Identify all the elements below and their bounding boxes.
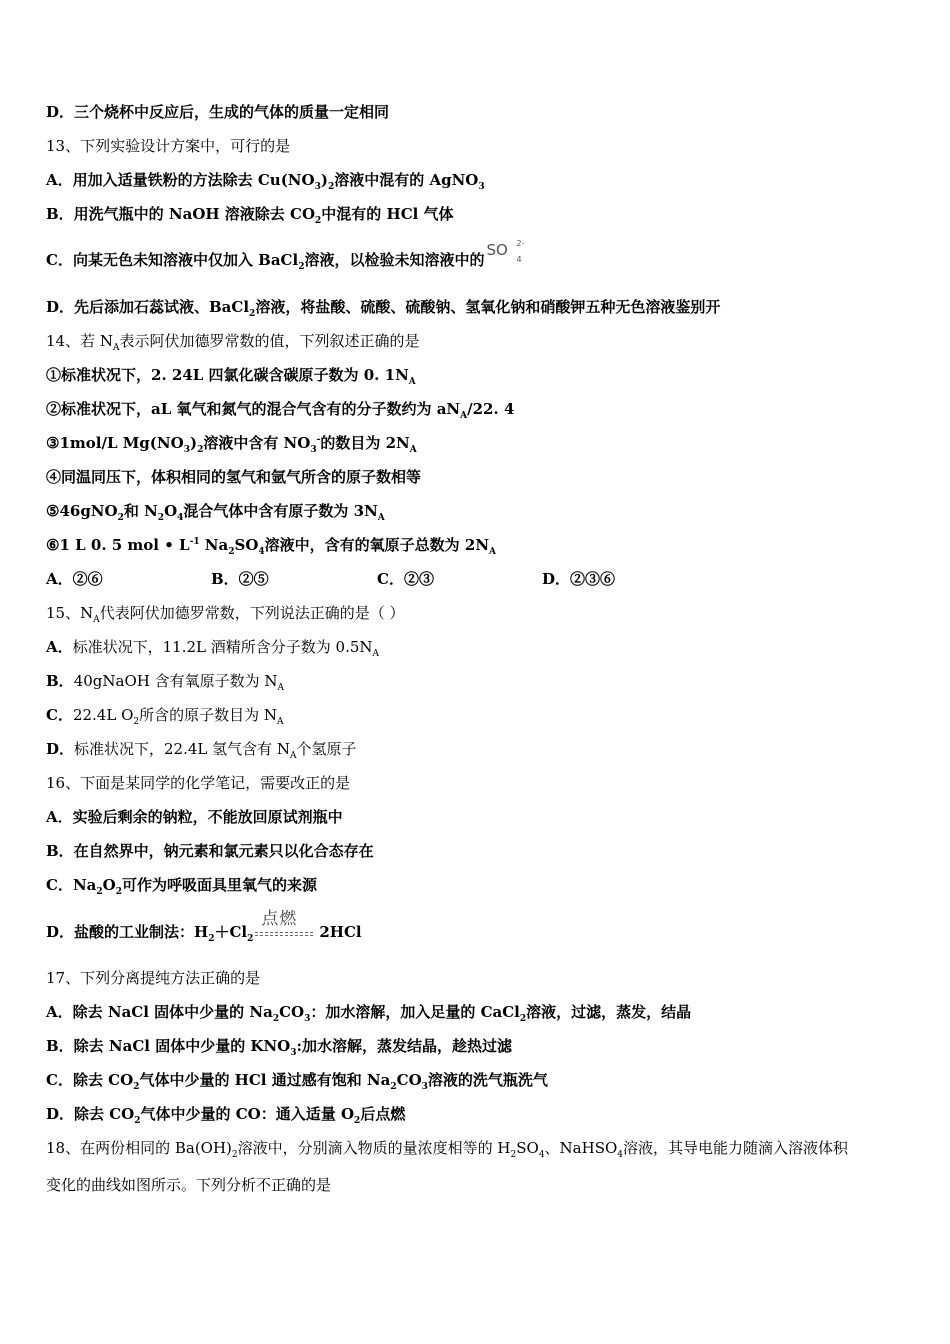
q14-statement-2: ②标准状况下，aL 氧气和氮气的混合气含有的分子数约为 $aN_A/22$. 4 (46, 400, 515, 421)
q14-stem: 14、若 $N_A$表示阿伏加德罗常数的值，下列叙述正确的是 (46, 332, 420, 353)
q17-stem: 17、下列分离提纯方法正确的是 (46, 969, 261, 987)
q14-option-d: D．②③⑥ (542, 570, 616, 588)
q18-stem-line-1: 18、在两份相同的 $Ba(OH)_2$溶液中，分别滴入物质的量浓度相等的 $H_2SO_4$、NaHSO$_4$溶液，其导电能力随滴入溶液体积 (46, 1139, 849, 1160)
q13-option-b: B．用洗气瓶中的 NaOH 溶液除去 $CO_2$中混有的 HCl 气体 (46, 205, 454, 226)
q15-option-c: C．22.4L $O_2$所含的原子数目为 $N_A$ (46, 706, 284, 727)
q14-statement-1: ①标准状况下，2. 24L 四氯化碳含碳原子数为 0. $1N_A$ (46, 366, 416, 387)
q14-statement-4: ④同温同压下，体积相同的氢气和氩气所含的原子数相等 (46, 468, 422, 486)
q15-stem: 15、$N_A$代表阿伏加德罗常数，下列说法正确的是（ ） (46, 604, 405, 625)
q15-option-d: D．标准状况下，22.4L 氢气含有 $N_A$个氢原子 (46, 740, 357, 761)
q14-statement-3: ③1mol/L $Mg(NO_3)_2$溶液中含有 $NO_3^-$的数目为 $2N_A$ (46, 434, 417, 455)
q14-statement-5: ⑤46gNO$_2$和 $N_2O_4$混合气体中含有原子数为 $3N_A$ (46, 502, 385, 523)
q13-option-c: C．向某无色未知溶液中仅加入 BaCl$_2$溶液，以检验未知溶液中的SO 2- 4 (46, 239, 525, 272)
q17-option-c: C．除去 $CO_2$气体中少量的 HCl 通过感有饱和 $Na_2CO_3$溶液的洗气瓶洗气 (46, 1071, 548, 1092)
q14-option-b: B．②⑤ (211, 570, 269, 588)
q13-option-a: A．用加入适量铁粉的方法除去 $Cu(NO_3)_2$溶液中混有的 AgNO$_3$ (46, 171, 485, 192)
q15-option-b: B．40gNaOH 含有氧原子数为 $N_A$ (46, 672, 284, 693)
q14-option-c: C．②③ (377, 570, 434, 588)
q18-stem-line-2: 变化的曲线如图所示。下列分析不正确的是 (46, 1176, 332, 1194)
q12-option-d: D．三个烧杯中反应后，生成的气体的质量一定相同 (46, 103, 390, 121)
q17-option-b: B．除去 NaCl 固体中少量的 $KNO_3$:加水溶解，蒸发结晶，趁热过滤 (46, 1037, 513, 1058)
q16-option-c: C．$Na_2O_2$可作为呼吸面具里氧气的来源 (46, 876, 317, 897)
q14-statement-6: ⑥1 L 0. 5 mol • $L^{-1}$ $Na_2SO_4$溶液中，含有的氧原子总数为 $2N_A$ (46, 536, 497, 557)
sulfate-ion-formula: SO 2- 4 (486, 239, 525, 264)
q16-option-a: A．实验后剩余的钠粒，不能放回原试剂瓶中 (46, 808, 343, 826)
q16-option-b: B．在自然界中，钠元素和氯元素只以化合态存在 (46, 842, 374, 860)
q17-option-d: D．除去 $CO_2$气体中少量的 CO：通入适量 $O_2$后点燃 (46, 1105, 406, 1126)
q15-option-a: A．标准状况下，11.2L 酒精所含分子数为 $0.5N_A$ (46, 638, 380, 659)
q13-stem: 13、下列实验设计方案中，可行的是 (46, 137, 291, 155)
reaction-condition: 点燃 (255, 923, 313, 943)
q17-option-a: A．除去 NaCl 固体中少量的 $Na_2CO_3$：加水溶解，加入足量的 CaCl$_2$溶液，过滤，蒸发，结晶 (46, 1003, 692, 1024)
q13-option-d: D．先后添加石蕊试液、BaCl$_2$溶液，将盐酸、硫酸、硫酸钠、氢氧化钠和硝酸钾五种无色溶液鉴别开 (46, 298, 721, 319)
q16-stem: 16、下面是某同学的化学笔记，需要改正的是 (46, 774, 351, 792)
q16-option-d: D．盐酸的工业制法：$H_2+Cl_2$ 点燃 2HCl (46, 909, 362, 944)
q14-option-a: A．②⑥ (46, 570, 103, 588)
